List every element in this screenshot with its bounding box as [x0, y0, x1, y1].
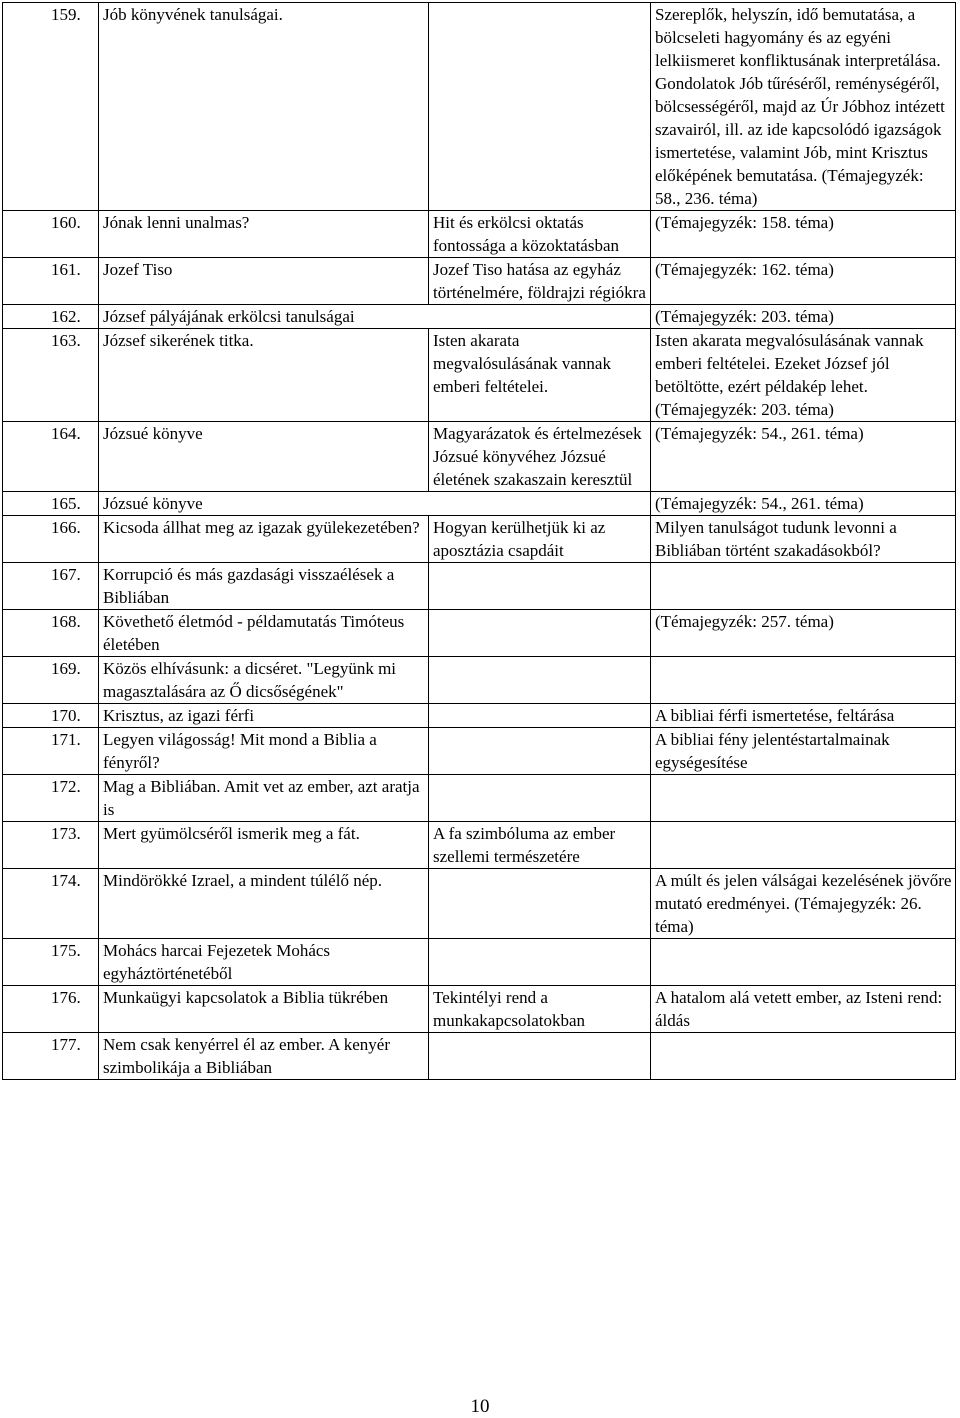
topics-table [2, 2, 956, 1080]
topic-title: Követhető életmód - példamutatás Timóteus életében [99, 610, 429, 657]
topic-description: Isten akarata megvalósulásának vannak emberi feltételei. Ezeket József jól betöltötte, ezért példakép lehet. (Témajegyzék: 203. téma) [651, 329, 956, 422]
table-row [3, 516, 956, 563]
topic-title: Legyen világosság! Mit mond a Biblia a fényről? [99, 728, 429, 775]
topic-description [651, 822, 956, 869]
topic-title: Jozef Tiso [99, 258, 429, 305]
topic-description [651, 775, 956, 822]
topic-title: Józsué könyve [99, 492, 651, 516]
table-row [3, 822, 956, 869]
table-row [3, 492, 956, 516]
topic-subtitle: Hit és erkölcsi oktatás fontossága a közoktatásban [429, 211, 651, 258]
topic-description: (Témajegyzék: 257. téma) [651, 610, 956, 657]
topic-description [651, 1033, 956, 1080]
topics-table-body [3, 3, 956, 1080]
table-row [3, 1033, 956, 1080]
table-row [3, 422, 956, 492]
topic-number: 162. [3, 305, 99, 329]
table-row [3, 869, 956, 939]
topic-subtitle [429, 869, 651, 939]
topic-title: Jónak lenni unalmas? [99, 211, 429, 258]
topic-description: A múlt és jelen válságai kezelésének jövőre mutató eredményei. (Témajegyzék: 26. téma) [651, 869, 956, 939]
topic-title: Kicsoda állhat meg az igazak gyülekezetében? [99, 516, 429, 563]
topic-description: Milyen tanulságot tudunk levonni a Bibliában történt szakadásokból? [651, 516, 956, 563]
topic-title: Jób könyvének tanulságai. [99, 3, 429, 211]
topic-number: 167. [3, 563, 99, 610]
topic-subtitle: Isten akarata megvalósulásának vannak emberi feltételei. [429, 329, 651, 422]
topic-description: (Témajegyzék: 203. téma) [651, 305, 956, 329]
topic-title: Krisztus, az igazi férfi [99, 704, 429, 728]
table-row [3, 939, 956, 986]
topic-description: (Témajegyzék: 54., 261. téma) [651, 492, 956, 516]
table-row [3, 775, 956, 822]
topic-number: 168. [3, 610, 99, 657]
topic-subtitle: Tekintélyi rend a munkakapcsolatokban [429, 986, 651, 1033]
topic-subtitle: Hogyan kerülhetjük ki az aposztázia csapdáit [429, 516, 651, 563]
table-row [3, 610, 956, 657]
page-number: 10 [470, 1396, 490, 1417]
topic-title: József sikerének titka. [99, 329, 429, 422]
topic-title: Közös elhívásunk: a dicséret. "Legyünk mi magasztalására az Ő dicsőségének" [99, 657, 429, 704]
topic-title: Korrupció és más gazdasági visszaélések a Bibliában [99, 563, 429, 610]
topic-subtitle [429, 775, 651, 822]
topic-title: József pályájának erkölcsi tanulságai [99, 305, 651, 329]
topic-subtitle [429, 1033, 651, 1080]
topic-number: 173. [3, 822, 99, 869]
topic-description: (Témajegyzék: 54., 261. téma) [651, 422, 956, 492]
topic-title: Mindörökké Izrael, a mindent túlélő nép. [99, 869, 429, 939]
table-row [3, 986, 956, 1033]
topic-description: (Témajegyzék: 158. téma) [651, 211, 956, 258]
topic-number: 160. [3, 211, 99, 258]
topic-title: Nem csak kenyérrel él az ember. A kenyér szimbolikája a Bibliában [99, 1033, 429, 1080]
table-row [3, 258, 956, 305]
topic-number: 170. [3, 704, 99, 728]
table-row [3, 704, 956, 728]
table-row [3, 305, 956, 329]
topic-description: A hatalom alá vetett ember, az Isteni rend: áldás [651, 986, 956, 1033]
table-row [3, 657, 956, 704]
topic-number: 176. [3, 986, 99, 1033]
topic-number: 161. [3, 258, 99, 305]
topic-subtitle: Jozef Tiso hatása az egyház történelmére, földrajzi régiókra [429, 258, 651, 305]
table-row [3, 3, 956, 211]
topic-title: Mag a Bibliában. Amit vet az ember, azt aratja is [99, 775, 429, 822]
table-row [3, 329, 956, 422]
topic-subtitle [429, 563, 651, 610]
topic-number: 175. [3, 939, 99, 986]
topic-number: 164. [3, 422, 99, 492]
topic-subtitle [429, 3, 651, 211]
topic-number: 174. [3, 869, 99, 939]
topic-subtitle [429, 657, 651, 704]
topic-description: Szereplők, helyszín, idő bemutatása, a bölcseleti hagyomány és az egyéni lelkiismeret konfliktusának interpretálása. Gondolatok Jób tűréséről, reménységéről, bölcsességéről, majd az Úr Jóbhoz intézett szavairól, ill. az ide kapcsolódó igazságok ismertetése, valamint Jób, mint Krisztus előképének bemutatása. (Témajegyzék: 58., 236. téma) [651, 3, 956, 211]
topic-title: Mert gyümölcséről ismerik meg a fát. [99, 822, 429, 869]
topic-title: Munkaügyi kapcsolatok a Biblia tükrében [99, 986, 429, 1033]
topic-title: Mohács harcai Fejezetek Mohács egyháztörténetéből [99, 939, 429, 986]
topic-number: 172. [3, 775, 99, 822]
topic-subtitle [429, 939, 651, 986]
topic-number: 171. [3, 728, 99, 775]
topic-number: 165. [3, 492, 99, 516]
topic-number: 169. [3, 657, 99, 704]
topic-description: A bibliai fény jelentéstartalmainak egységesítése [651, 728, 956, 775]
topic-number: 159. [3, 3, 99, 211]
topic-subtitle [429, 728, 651, 775]
topic-subtitle [429, 704, 651, 728]
topic-subtitle: Magyarázatok és értelmezések Józsué könyvéhez Józsué életének szakaszain keresztül [429, 422, 651, 492]
topic-title: Józsué könyve [99, 422, 429, 492]
topic-description [651, 939, 956, 986]
table-row [3, 728, 956, 775]
topic-subtitle [429, 610, 651, 657]
topic-subtitle: A fa szimbóluma az ember szellemi természetére [429, 822, 651, 869]
topic-number: 166. [3, 516, 99, 563]
table-row [3, 211, 956, 258]
topic-number: 163. [3, 329, 99, 422]
topic-number: 177. [3, 1033, 99, 1080]
topic-description: (Témajegyzék: 162. téma) [651, 258, 956, 305]
topic-description: A bibliai férfi ismertetése, feltárása [651, 704, 956, 728]
topic-description [651, 657, 956, 704]
table-row [3, 563, 956, 610]
topic-description [651, 563, 956, 610]
